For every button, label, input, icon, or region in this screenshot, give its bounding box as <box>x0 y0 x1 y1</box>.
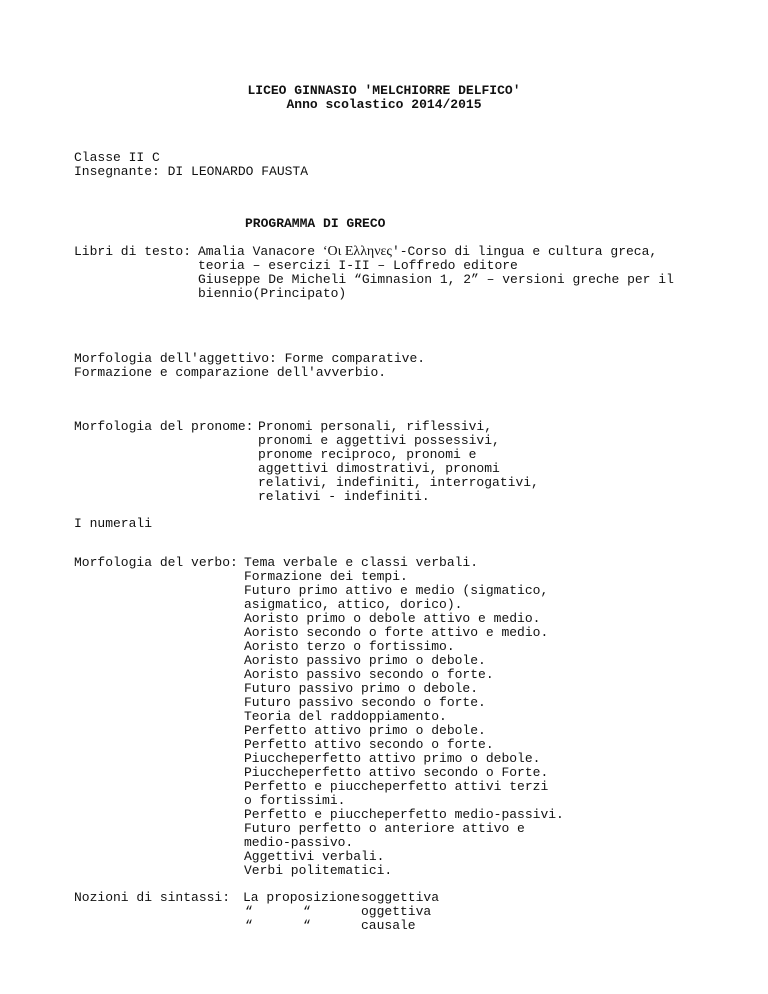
program-title: PROGRAMMA DI GRECO <box>245 216 386 231</box>
syntax-label: Nozioni di sintassi: <box>74 890 231 905</box>
syntax-prefix: La proposizione <box>243 890 361 905</box>
teacher-label: Insegnante: DI LEONARDO FAUSTA <box>74 164 309 179</box>
pronoun-item: pronome reciproco, pronomi e <box>258 447 477 462</box>
numerals-heading: I numerali <box>74 516 153 531</box>
pronoun-label: Morfologia del pronome: <box>74 419 254 434</box>
pronoun-item: pronomi e aggettivi possessivi, <box>258 433 500 448</box>
textbook-title-1: '-Corso di lingua e cultura greca, <box>391 244 658 259</box>
verb-item: Perfetto attivo primo o debole. <box>244 723 486 738</box>
greek-title: ‘Οι Ελληνες <box>322 244 392 259</box>
textbook-author-1: Amalia Vanacore <box>198 244 323 259</box>
adjective-line-2: Formazione e comparazione dell'avverbio. <box>74 365 387 380</box>
verb-item: Aoristo passivo secondo o forte. <box>244 667 494 682</box>
ditto-mark: “ <box>303 904 311 919</box>
pronoun-item: relativi - indefiniti. <box>258 489 430 504</box>
verb-item: medio-passivo. <box>244 835 354 850</box>
verb-item: Aoristo primo o debole attivo e medio. <box>244 611 541 626</box>
syntax-item: soggettiva <box>361 890 440 905</box>
verb-item: Futuro primo attivo e medio (sigmatico, <box>244 583 549 598</box>
school-name: LICEO GINNASIO 'MELCHIORRE DELFICO' <box>247 83 521 98</box>
textbooks-label: Libri di testo: <box>74 244 192 259</box>
verb-label: Morfologia del verbo: <box>74 555 238 570</box>
verb-item: asigmatico, attico, dorico). <box>244 597 463 612</box>
pronoun-item: Pronomi personali, riflessivi, <box>258 419 493 434</box>
ditto-mark: “ <box>245 918 253 933</box>
school-year: Anno scolastico 2014/2015 <box>286 97 482 112</box>
pronoun-item: relativi, indefiniti, interrogativi, <box>258 475 539 490</box>
verb-item: Aggettivi verbali. <box>244 849 385 864</box>
verb-item: Aoristo terzo o fortissimo. <box>244 639 455 654</box>
verb-item: Futuro passivo primo o debole. <box>244 681 479 696</box>
ditto-mark: “ <box>303 918 311 933</box>
verb-item: Aoristo secondo o forte attivo e medio. <box>244 625 549 640</box>
pronoun-item: aggettivi dimostrativi, pronomi <box>258 461 500 476</box>
verb-item: Futuro passivo secondo o forte. <box>244 695 486 710</box>
verb-item: Perfetto attivo secondo o forte. <box>244 737 494 752</box>
class-label: Classe II C <box>74 150 160 165</box>
verb-item: Futuro perfetto o anteriore attivo e <box>244 821 525 836</box>
verb-item: Teoria del raddoppiamento. <box>244 709 447 724</box>
syntax-item: causale <box>361 918 416 933</box>
textbook-line-4: biennio(Principato) <box>198 286 347 301</box>
verb-item: Perfetto e piuccheperfetto attivi terzi <box>244 779 549 794</box>
verb-item: Aoristo passivo primo o debole. <box>244 653 486 668</box>
verb-item: Formazione dei tempi. <box>244 569 408 584</box>
verb-item: Piuccheperfetto attivo primo o debole. <box>244 751 541 766</box>
textbook-line-1 <box>198 245 657 259</box>
syntax-item: oggettiva <box>361 904 432 919</box>
textbook-line-2: teoria – esercizi I-II – Loffredo editore <box>198 258 518 273</box>
verb-item: Verbi politematici. <box>244 863 393 878</box>
textbook-line-3: Giuseppe De Micheli “Gimnasion 1, 2” – versioni greche per il <box>198 272 674 287</box>
verb-item: Piuccheperfetto attivo secondo o Forte. <box>244 765 549 780</box>
verb-item: o fortissimi. <box>244 793 346 808</box>
verb-item: Tema verbale e classi verbali. <box>244 555 479 570</box>
ditto-mark: “ <box>245 904 253 919</box>
verb-item: Perfetto e piuccheperfetto medio-passivi. <box>244 807 564 822</box>
adjective-line-1: Morfologia dell'aggettivo: Forme comparative. <box>74 351 426 366</box>
